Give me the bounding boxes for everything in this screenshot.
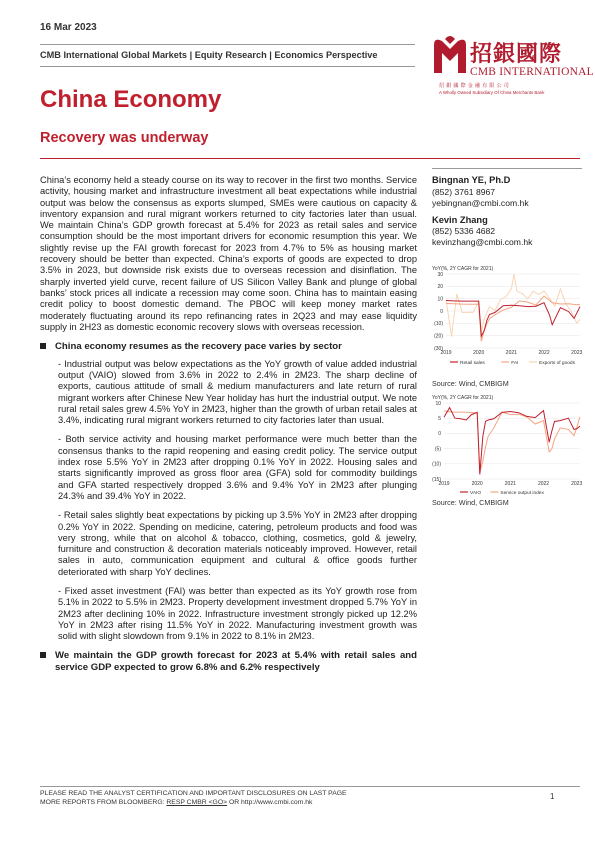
header-rule [40,44,415,45]
x-tick-label: 2023 [571,481,582,487]
legend-label: Retail sales [460,360,485,366]
footer-reports-suffix: OR http://www.cmbi.com.hk [227,799,313,806]
y-tick-label: (10) [432,461,441,468]
report-subtitle: Recovery was underway [40,130,209,146]
section-bullet-recovery [40,341,417,353]
y-tick-label: 30 [437,271,443,278]
legend-label: VAIO [470,490,482,496]
analyst-email[interactable]: yebingnan@cmbi.com.hk [432,197,529,208]
x-tick-label: 2021 [505,350,517,356]
y-tick-label: (5) [434,446,441,453]
chart-vaio-service [432,393,582,498]
y-tick-label: 0 [438,431,441,438]
sidebar [432,175,582,248]
chart-title: YoY(%, 2Y CAGR for 2021) [432,266,494,272]
chart-retail-fai-exports [432,264,582,374]
x-tick-label: 2019 [438,481,450,487]
analyst-name: Bingnan YE, Ph.D [432,175,511,185]
chart-source: Source: Wind, CMBIGM [432,498,509,507]
report-title: China Economy [40,86,222,113]
main-body [40,175,417,679]
series-line [446,301,580,337]
x-tick-label: 2022 [537,481,550,487]
y-tick-label: 5 [438,416,441,422]
legend-label: FAI [511,360,519,366]
sidebar-rule [432,168,582,169]
cmbi-logo-mark-icon [432,35,468,75]
logo-english-subtitle: A Wholly Owned Subsidiary Of China Merchants Bank [439,90,545,95]
analyst-name: Kevin Zhang [432,214,488,225]
footer-disclosure: PLEASE READ THE ANALYST CERTIFICATION AND IMPORTANT DISCLOSURES ON LAST PAGE [40,790,347,797]
analyst-block [432,175,582,209]
service-housing-paragraph: - Both service activity and housing market performance were much better than the consensus thanks to the rapid reopening and easing credit policy. The service output index rose 5.5% YoY in 2M23 after dropping 0.1% YoY in 2022. Housing sales and starts significantly improved as gross floor area (GFA) sold for commodity buildings and GFA started respectively dropped 3.6% and 9.4% YoY in 2M23 after plunging 24.3% and 39.4% YoY in 2022. [58,434,417,501]
industrial-paragraph: - Industrial output was below expectations as the YoY growth of value added industrial output (VAIO) slowed from 3.6% in 2022 to 2.4% in 2M23. The sharp decline of exports, cautious attitude of small & medium manufacturers and late return of rural migrant workers after Chinese New Year holiday has hurt the industrial output. We note rural retail sales grew 4.5% YoY in 2M23, higher than the growth of urban retail sales at 3.4%, indicating rural migrant workers returned to city factories later than usual. [58,358,417,426]
y-tick-label: 0 [440,308,443,315]
analyst-phone: (852) 3761 8967 [432,186,496,197]
report-date: 16 Mar 2023 [40,22,97,33]
fai-paragraph: - Fixed asset investment (FAI) was better than expected as its YoY growth rose from 5.1% in 2022 to 5.5% in 2M23. Property development investment dropped 5.7% YoY in 2M23 after declining 10% in 2022. Infrastructure investment strongly picked up 12.2% YoY in 2M23 after rising 11.5% YoY in 2022. Manufacturing investment growth was solid with slight slowdown from 9.1% in 2022 to 8.1% in 2M23. [58,586,417,642]
bullet-square-icon [40,343,46,349]
footer-reports [40,799,312,806]
legend-label: Service output index [500,490,544,496]
chart-source: Source: Wind, CMBIGM [432,379,509,388]
series-line [446,296,580,341]
x-tick-label: 2023 [571,350,582,356]
cmbi-logo [430,35,594,115]
bullet-square-icon [40,652,46,658]
bloomberg-link[interactable]: RESP CMBR <GO> [166,799,228,806]
analyst-phone: (852) 5336 4682 [432,226,496,236]
x-tick-label: 2019 [440,350,452,356]
logo-english-name: CMB INTERNATIONAL [470,66,594,78]
y-tick-label: (20) [434,333,443,340]
y-tick-label: 20 [437,284,443,291]
section-bullet-text: We maintain the GDP growth forecast for 2023 at 5.4% with retail sales and service GDP expected to grow 6.8% and 6.2% respectively [55,650,417,673]
y-tick-label: 10 [437,296,443,303]
y-tick-label: (15) [432,476,441,483]
footer-reports-prefix: MORE REPORTS FROM BLOOMBERG: [40,799,167,806]
footer-rule [40,786,580,787]
analyst-block [432,215,582,249]
y-tick-label: 10 [435,400,441,407]
section-bullet-text: China economy resumes as the recovery pace varies by sector [55,341,342,353]
title-rule [40,158,580,159]
department-line: CMB International Global Markets | Equity Research | Economics Perspective [40,50,378,60]
logo-chinese-subtitle: 招銀國際金融有限公司 [439,83,512,89]
logo-chinese-name: 招銀國際 [470,41,563,67]
summary-paragraph: China’s economy held a steady course on its way to recover in the first two months. Service activity, housing market and infrastructure investment all beat expectations while industrial output was below the consensus as exports slumped, SMEs were cautious on capacity & inventory expansion and rural migrant workers returned to city factories later than usual. We maintain China’s GDP growth forecast at 5.4% for 2023 as retail sales and service consumption should be the most important drivers for economic resumption this year. We slightly revise up the FAI growth forecast for 2023 from 4.7% to 5% as housing market recovery should be better than expected. China’s exports of goods are expected to drop 3.5% in 2023, but downside risk exists due to overseas recession and disinflation. The sharply inverted yield curve, recent failure of US Silicon Valley Bank and plunge of global banks’ stock prices all indicate a recession may come soon. China has to maintain easing credit policy to boost domestic demand. The PBOC will keep money market rates moderately fluctuating around its repo refinancing rates in 2Q23 and may ease liquidity supply in 2H23 as domestic economic recovery slows with overseas recession. [40,175,417,332]
x-tick-label: 2022 [538,350,550,356]
x-tick-label: 2020 [471,481,483,487]
chart-title: YoY(%, 2Y CAGR for 2021) [432,395,494,401]
page-number: 1 [550,792,555,801]
series-line [444,408,580,475]
x-tick-label: 2020 [473,350,485,356]
department-rule [40,66,415,67]
section-bullet-gdp [40,650,417,673]
x-tick-label: 2021 [504,481,516,487]
retail-paragraph: - Retail sales slightly beat expectations by picking up 3.5% YoY in 2M23 after dropping 0.2% YoY in 2022. Spending on medicine, catering, petroleum products and food was very strong, while that on alcohol & tobacco, clothing, cosmetics, gold & jewelry, furniture and construction & decoration materials noticeably improved. However, retail sales in auto, communication equipment and cultural & office goods further deteriorated with sharp YoY declines. [58,510,417,577]
analyst-email[interactable]: kevinzhang@cmbi.com.hk [432,237,533,247]
legend-label: Exports of goods [539,360,575,366]
y-tick-label: (10) [434,321,443,328]
y-tick-label: (30) [434,345,443,352]
